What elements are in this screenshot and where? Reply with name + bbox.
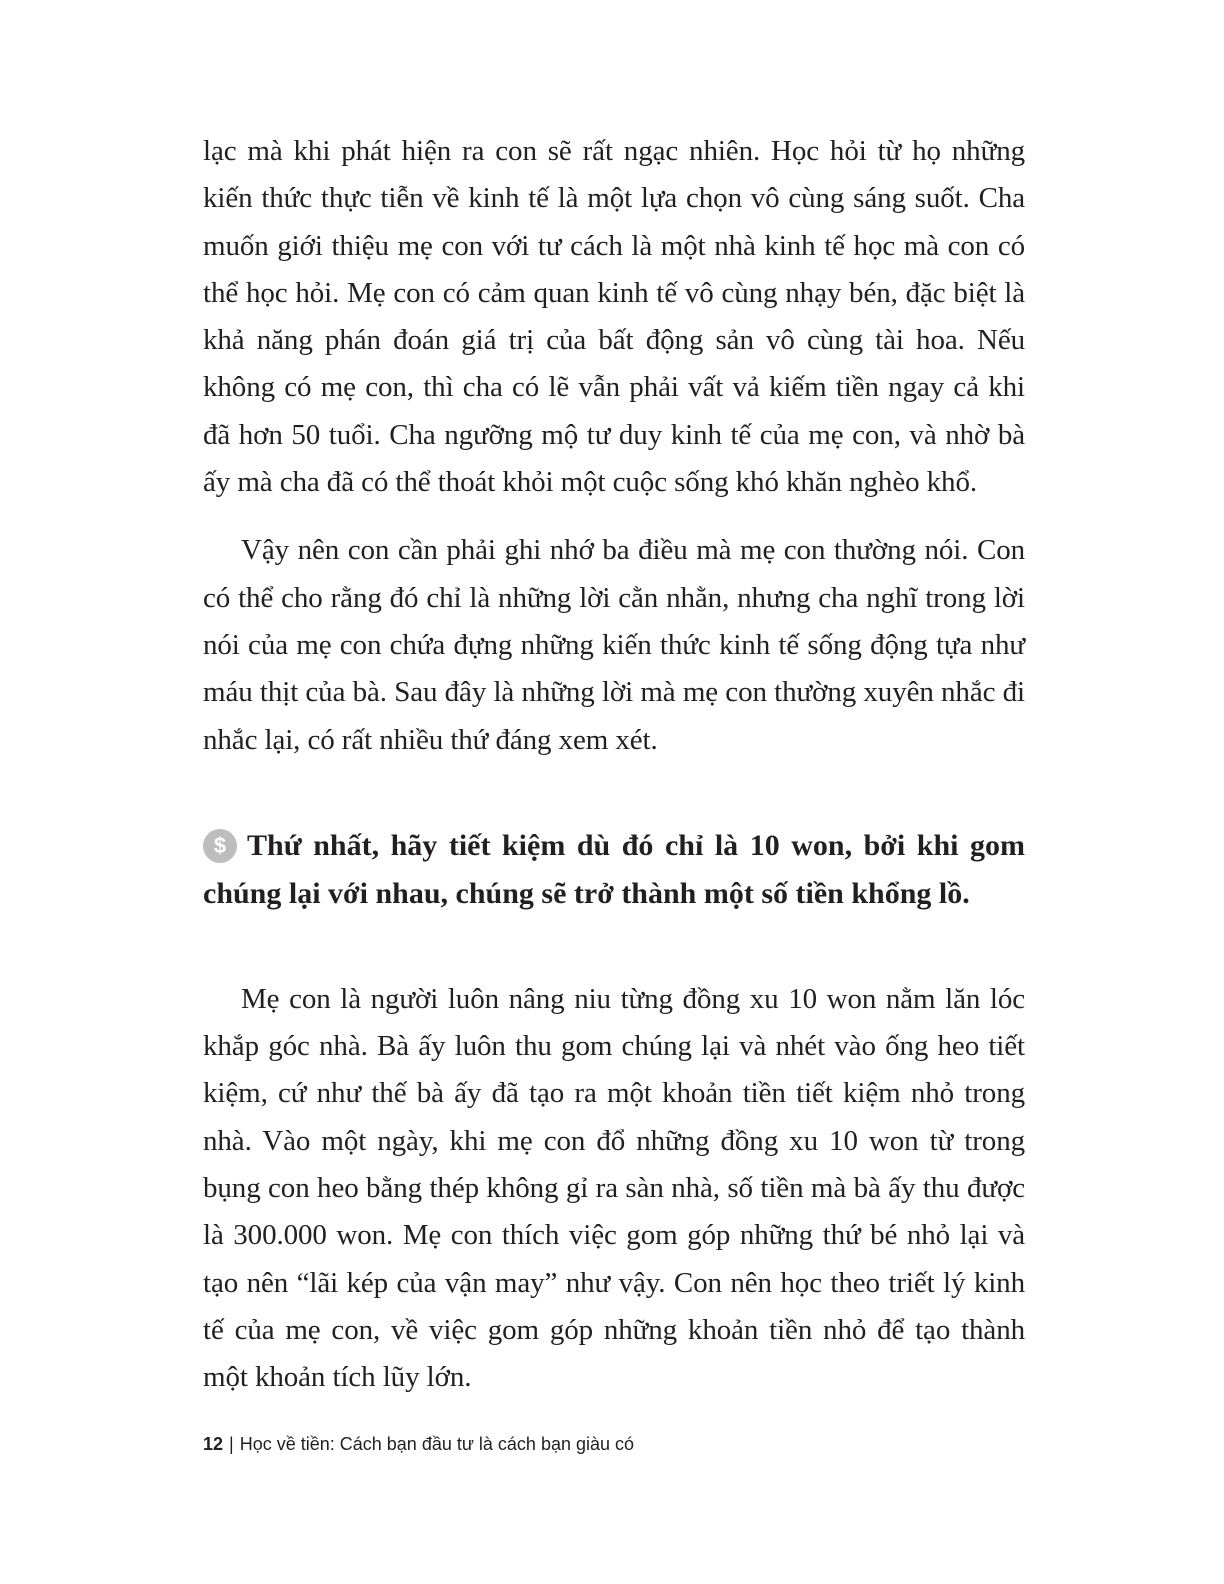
book-title: Học về tiền: Cách bạn đầu tư là cách bạn giàu có (239, 1434, 635, 1454)
dollar-coin-icon: $ (203, 829, 237, 863)
page-number: 12 (203, 1434, 224, 1454)
section-heading-text: Thứ nhất, hãy tiết kiệm dù đó chỉ là 10 won, bởi khi gom chúng lại với nhau, chúng sẽ trở thành một số tiền khổng lồ. (203, 828, 1025, 910)
paragraph-1: lạc mà khi phát hiện ra con sẽ rất ngạc nhiên. Học hỏi từ họ những kiến thức thực tiễn về kinh tế là một lựa chọn vô cùng sáng suốt. Cha muốn giới thiệu mẹ con với tư cách là một nhà kinh tế học mà con có thể học hỏi. Mẹ con có cảm quan kinh tế vô cùng nhạy bén, đặc biệt là khả năng phán đoán giá trị của bất động sản vô cùng tài hoa. Nếu không có mẹ con, thì cha có lẽ vẫn phải vất vả kiếm tiền ngay cả khi đã hơn 50 tuổi. Cha ngưỡng mộ tư duy kinh tế của mẹ con, và nhờ bà ấy mà cha đã có thể thoát khỏi một cuộc sống khó khăn nghèo khổ. (203, 135, 1025, 499)
section-heading (203, 822, 1025, 918)
paragraph-2: Vậy nên con cần phải ghi nhớ ba điều mà mẹ con thường nói. Con có thể cho rằng đó chỉ là những lời cằn nhằn, nhưng cha nghĩ trong lời nói của mẹ con chứa đựng những kiến thức kinh tế sống động tựa như máu thịt của bà. Sau đây là những lời mà mẹ con thường xuyên nhắc đi nhắc lại, có rất nhiều thứ đáng xem xét. (203, 534, 1025, 756)
page-body (203, 128, 1025, 1402)
page-footer (203, 1432, 634, 1456)
footer-separator: | (229, 1434, 234, 1454)
paragraph-3: Mẹ con là người luôn nâng niu từng đồng xu 10 won nằm lăn lóc khắp góc nhà. Bà ấy luôn thu gom chúng lại và nhét vào ống heo tiết kiệm, cứ như thế bà ấy đã tạo ra một khoản tiền tiết kiệm nhỏ trong nhà. Vào một ngày, khi mẹ con đổ những đồng xu 10 won từ trong bụng con heo bằng thép không gỉ ra sàn nhà, số tiền mà bà ấy thu được là 300.000 won. Mẹ con thích việc gom góp những thứ bé nhỏ lại và tạo nên “lãi kép của vận may” như vậy. Con nên học theo triết lý kinh tế của mẹ con, về việc gom góp những khoản tiền nhỏ để tạo thành một khoản tích lũy lớn. (203, 982, 1025, 1394)
